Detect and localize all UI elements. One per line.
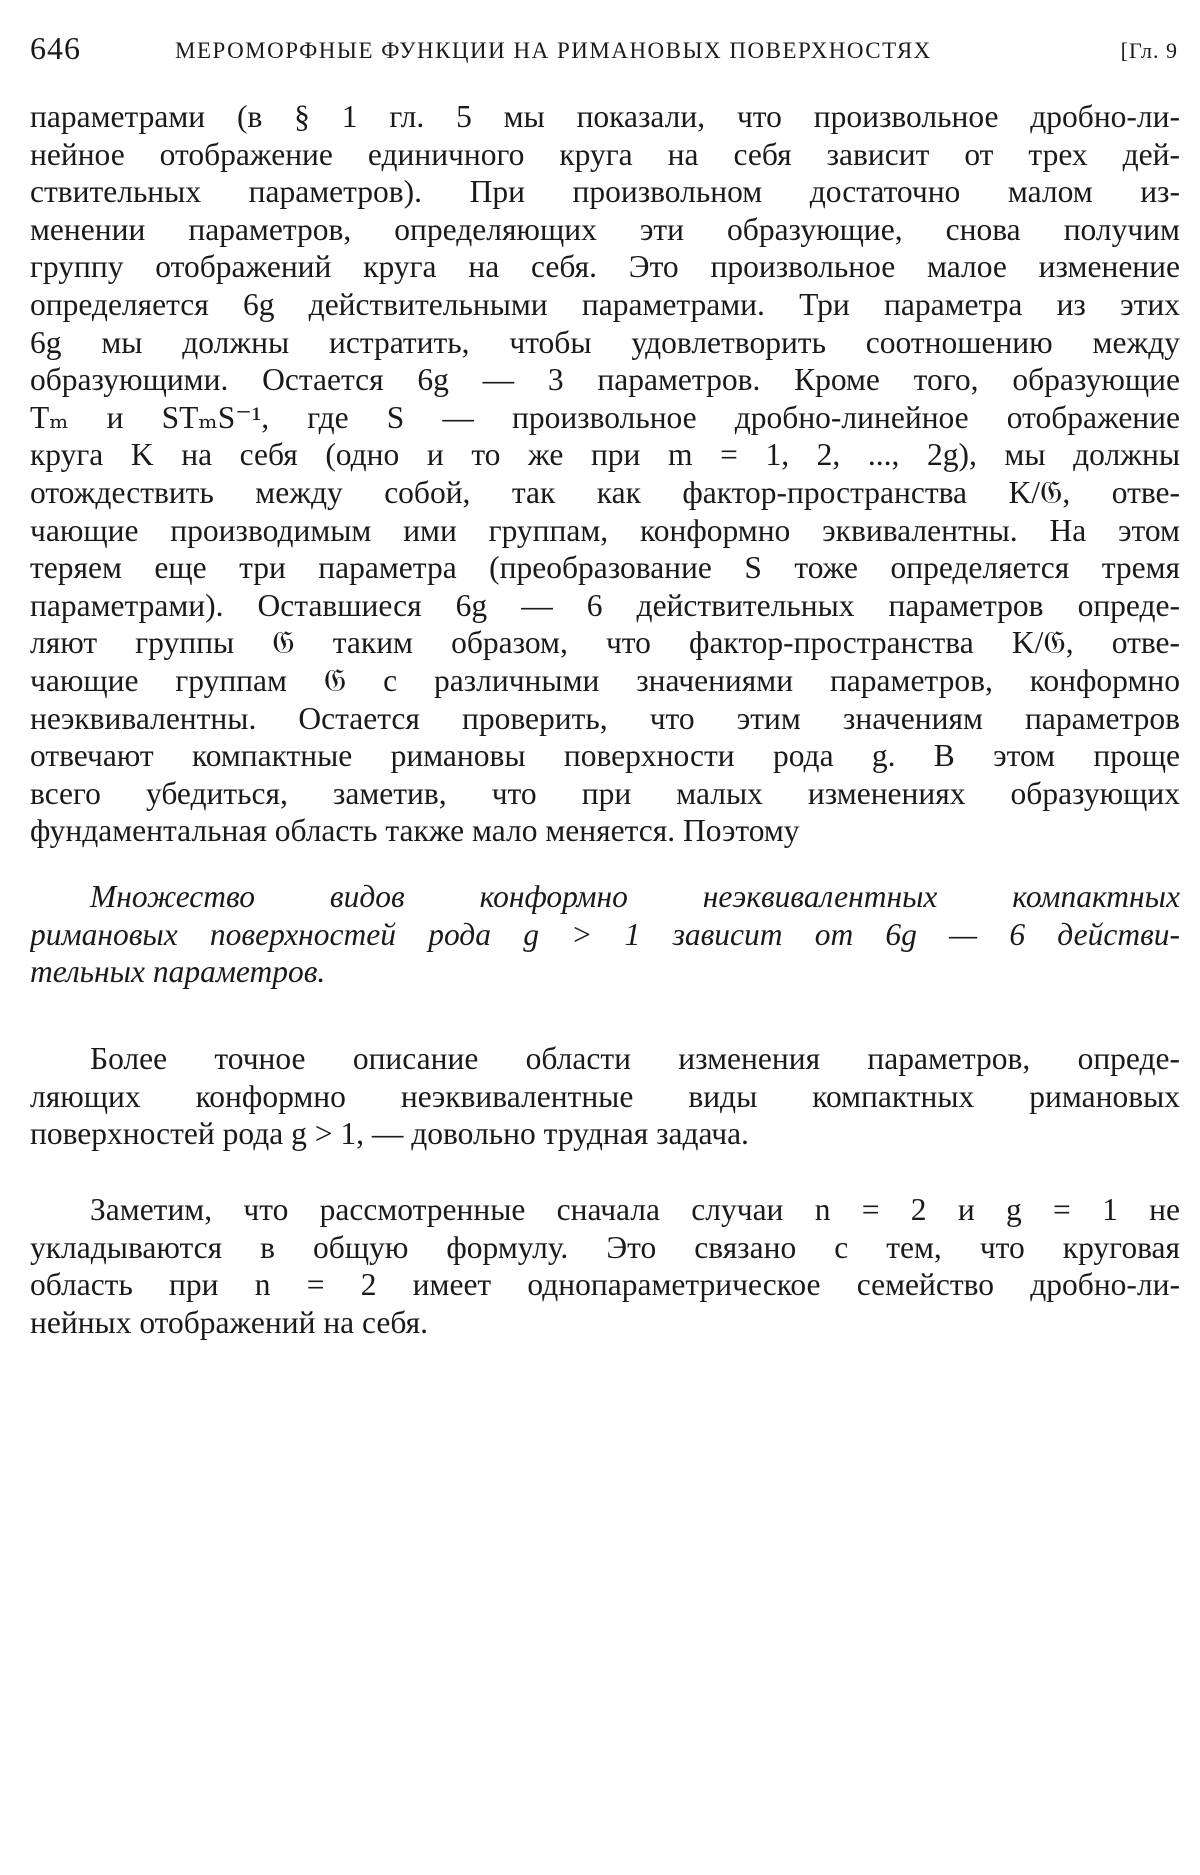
text-line: фундаментальная область также мало меняется. Поэтому — [30, 813, 800, 849]
text-line: группу отображений круга на себя. Это произвольное малое изменение — [30, 249, 1180, 285]
text-line: нейное отображение единичного круга на себя зависит от трех дей- — [30, 136, 1180, 172]
text-line: укладываются в общую формулу. Это связано с тем, что круговая — [30, 1229, 1180, 1265]
text-line: ствительных параметров). При произвольном достаточно малом из- — [30, 174, 1180, 210]
text-line: римановых поверхностей рода g > 1 зависит от 6g — 6 действи- — [30, 916, 1180, 952]
page-number: 646 — [30, 30, 81, 66]
paragraph-2 — [30, 1040, 1180, 1153]
text-line: область при n = 2 имеет однопараметрическое семейство дробно-ли- — [30, 1267, 1180, 1303]
text-line: нейных отображений на себя. — [30, 1304, 428, 1340]
text-line: определяется 6g действительными параметрами. Три параметра из этих — [30, 286, 1180, 322]
text-line: отождествить между собой, так как фактор-пространства K/𝔊, отве- — [30, 474, 1180, 510]
chapter-title: МЕРОМОРФНЫЕ ФУНКЦИИ НА РИМАНОВЫХ ПОВЕРХНОСТЯХ — [175, 38, 932, 63]
theorem-statement — [30, 878, 1180, 991]
text-line: Более точное описание области изменения параметров, опреде- — [90, 1041, 1180, 1076]
text-line: всего убедиться, заметив, что при малых изменениях образующих — [30, 775, 1180, 811]
text-line: отвечают компактные римановы поверхности рода g. В этом проще — [30, 738, 1180, 774]
text-line: параметрами). Оставшиеся 6g — 6 действительных параметров опреде- — [30, 587, 1180, 623]
text-line: тельных параметров. — [30, 954, 326, 990]
text-line: теряем еще три параметра (преобразование S тоже определяется тремя — [30, 550, 1180, 586]
paragraph-note — [30, 1191, 1180, 1341]
chapter-reference: [Гл. 9 — [1120, 38, 1178, 63]
text-line: Заметим, что рассмотренные сначала случаи n = 2 и g = 1 не — [90, 1192, 1180, 1227]
paragraph-continuation — [30, 98, 1180, 850]
text-line: Множество видов конформно неэквивалентных компактных — [90, 879, 1180, 914]
running-head — [30, 28, 1178, 72]
text-line: менении параметров, определяющих эти образующие, снова получим — [30, 211, 1180, 247]
text-line: ляют группы 𝔊 таким образом, что фактор-пространства K/𝔊, отве- — [30, 625, 1180, 661]
paragraph-remark — [30, 1040, 1180, 1153]
text-line: неэквивалентны. Остается проверить, что этим значениям параметров — [30, 700, 1180, 736]
text-line: чающие группам 𝔊 с различными значениями параметров, конформно — [30, 662, 1180, 698]
paragraph-3 — [30, 1191, 1180, 1341]
text-line: 6g мы должны истратить, чтобы удовлетворить соотношению между — [30, 324, 1180, 360]
text-line: ляющих конформно неэквивалентные виды компактных римановых — [30, 1078, 1180, 1114]
text-line: Tₘ и STₘS⁻¹, где S — произвольное дробно-линейное отображение — [30, 399, 1180, 435]
theorem-text — [30, 878, 1180, 991]
text-line: параметрами (в § 1 гл. 5 мы показали, что произвольное дробно-ли- — [30, 99, 1180, 134]
text-line: круга K на себя (одно и то же при m = 1, 2, ..., 2g), мы должны — [30, 437, 1180, 473]
paragraph-1 — [30, 98, 1180, 850]
text-line: поверхностей рода g > 1, — довольно трудная задача. — [30, 1116, 749, 1152]
text-line: чающие производимым ими группам, конформно эквивалентны. На этом — [30, 512, 1180, 548]
text-line: образующими. Остается 6g — 3 параметров. Кроме того, образующие — [30, 362, 1180, 398]
